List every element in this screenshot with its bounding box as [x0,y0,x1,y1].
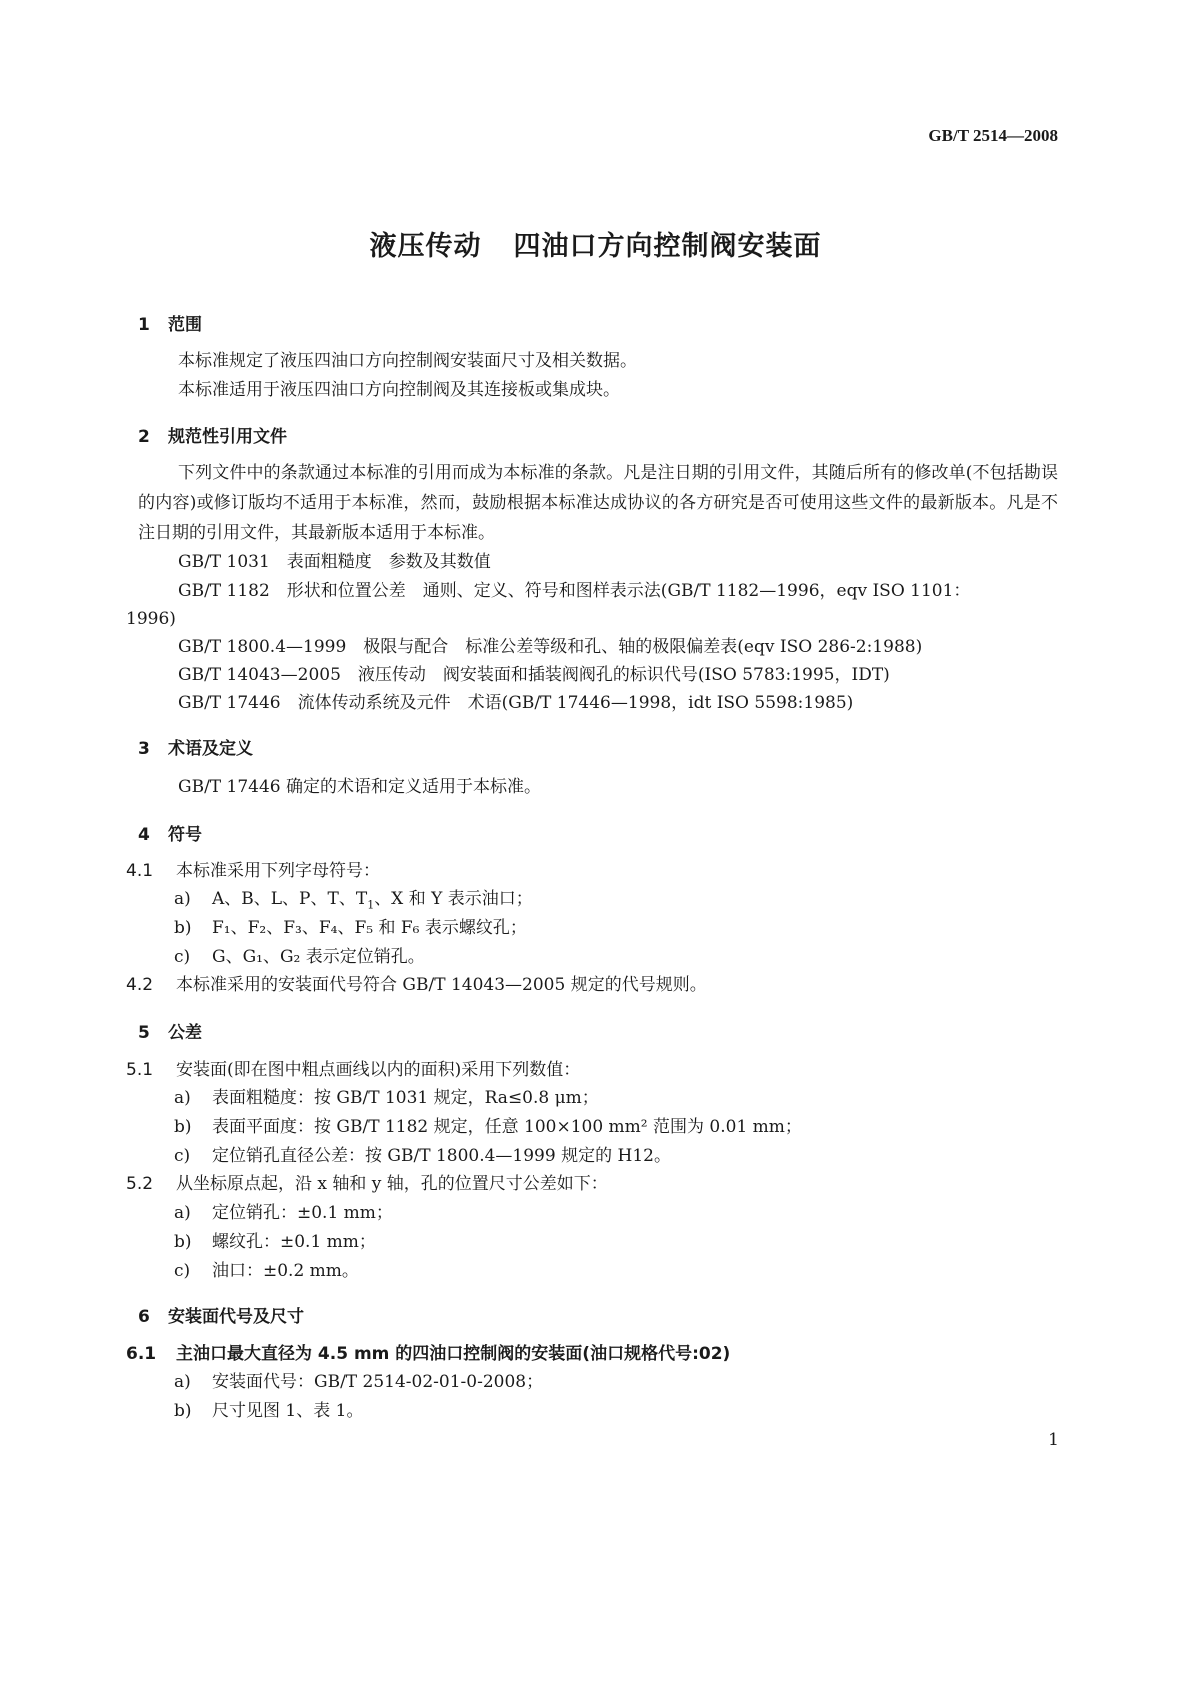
clause-5-2: 5.2 从坐标原点起，沿 x 轴和 y 轴，孔的位置尺寸公差如下： [126,1174,608,1194]
clause-6-1-item-b: b) 尺寸见图 1、表 1。 [174,1401,364,1421]
section-3-para-1: GB/T 17446 确定的术语和定义适用于本标准。 [178,777,542,797]
clause-6-1-item-a: a) 安装面代号：GB/T 2514-02-01-0-2008； [174,1372,544,1392]
clause-5-1-item-a: a) 表面粗糙度：按 GB/T 1031 规定，Ra≤0.8 μm； [174,1088,599,1108]
clause-5-2-item-a: a) 定位销孔：±0.1 mm； [174,1203,393,1223]
title-part-1: 液压传动 [369,231,482,262]
title-part-2: 四油口方向控制阀安装面 [513,231,822,262]
reference-5: GB/T 17446 流体传动系统及元件 术语(GB/T 17446—1998，idt ISO 5598:1985) [178,693,854,713]
page-number: 1 [1048,1430,1059,1450]
clause-4-1: 4.1 本标准采用下列字母符号： [126,861,380,881]
standard-code: GB/T 2514—2008 [928,126,1058,145]
reference-2-continuation: 1996) [126,609,176,629]
section-1-para-2: 本标准适用于液压四油口方向控制阀及其连接板或集成块。 [178,380,620,400]
section-1-heading: 1 范围 [138,315,202,335]
document-title [0,224,1191,263]
section-4-heading: 4 符号 [138,825,202,845]
clause-5-2-item-c: c) 油口：±0.2 mm。 [174,1261,359,1281]
clause-4-1-item-c: c) G、G₁、G₂ 表示定位销孔。 [174,947,425,967]
reference-3: GB/T 1800.4—1999 极限与配合 标准公差等级和孔、轴的极限偏差表(eqv ISO 286-2:1988) [178,637,923,657]
section-5-heading: 5 公差 [138,1023,202,1043]
reference-2: GB/T 1182 形状和位置公差 通则、定义、符号和图样表示法(GB/T 1182—1996，eqv ISO 1101： [178,581,971,601]
clause-4-1-item-b: b) F₁、F₂、F₃、F₄、F₅ 和 F₆ 表示螺纹孔； [174,918,527,938]
clause-6-1: 6.1 主油口最大直径为 4.5 mm 的四油口控制阀的安装面(油口规格代号:02) [126,1344,731,1364]
section-6-heading: 6 安装面代号及尺寸 [138,1307,304,1327]
section-1-para-1: 本标准规定了液压四油口方向控制阀安装面尺寸及相关数据。 [178,351,637,371]
clause-4-1-item-a: a) A、B、L、P、T、$T_1$、X 和 Y 表示油口； [174,889,533,912]
clause-4-2: 4.2 本标准采用的安装面代号符合 GB/T 14043—2005 规定的代号规则。 [126,975,707,995]
clause-5-1-item-b: b) 表面平面度：按 GB/T 1182 规定，任意 100×100 mm² 范围为 0.01 mm； [174,1117,802,1137]
reference-1: GB/T 1031 表面粗糙度 参数及其数值 [178,552,491,572]
section-2-intro: 下列文件中的条款通过本标准的引用而成为本标准的条款。凡是注日期的引用文件，其随后所有的修改单(不包括勘误的内容)或修订版均不适用于本标准，然而，鼓励根据本标准达成协议的各方研究是否可使用这些文件的最新版本。凡是不注日期的引用文件，其最新版本适用于本标准。 [138,463,1058,543]
clause-5-1: 5.1 安装面(即在图中粗点画线以内的面积)采用下列数值： [126,1060,581,1080]
section-3-heading: 3 术语及定义 [138,739,253,759]
reference-4: GB/T 14043—2005 液压传动 阀安装面和插装阀阀孔的标识代号(ISO 5783:1995，IDT) [178,665,890,685]
clause-5-1-item-c: c) 定位销孔直径公差：按 GB/T 1800.4—1999 规定的 H12。 [174,1146,671,1166]
clause-5-2-item-b: b) 螺纹孔：±0.1 mm； [174,1232,376,1252]
section-2-heading: 2 规范性引用文件 [138,427,287,447]
